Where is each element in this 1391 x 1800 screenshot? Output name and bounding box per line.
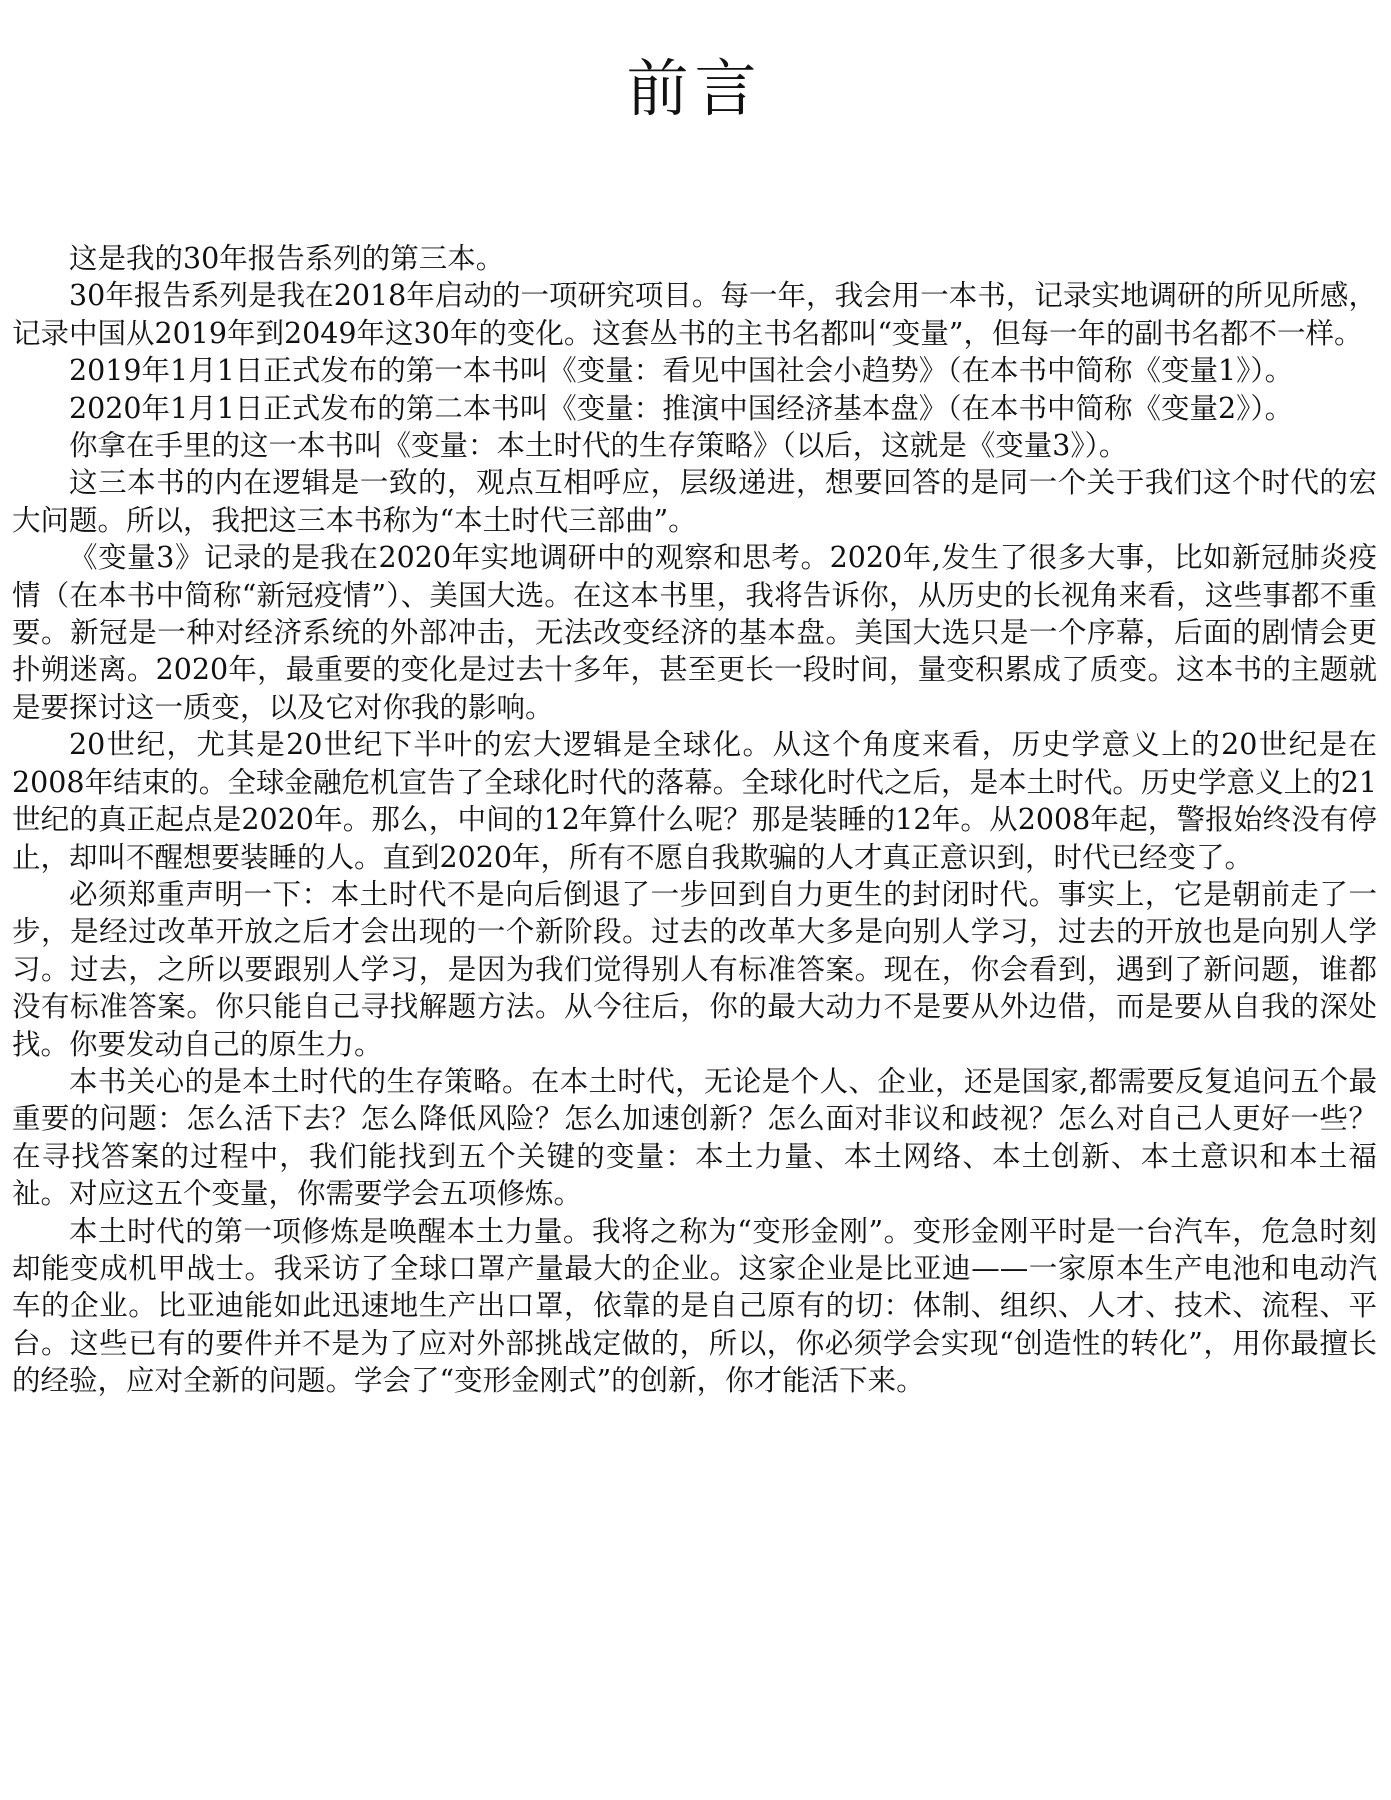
paragraph: 本书关心的是本土时代的生存策略。在本土时代，无论是个人、企业，还是国家,都需要反复追问五个最重要的问题：怎么活下去？怎么降低风险？怎么加速创新？怎么面对非议和歧视？怎么对自己人更好一些？在寻找答案的过程中，我们能找到五个关键的变量：本土力量、本土网络、本土创新、本土意识和本土福祉。对应这五个变量，你需要学会五项修炼。: [12, 1064, 1377, 1211]
paragraph: 这三本书的内在逻辑是一致的，观点互相呼应，层级递进，想要回答的是同一个关于我们这个时代的宏大问题。所以，我把这三本书称为“本土时代三部曲”。: [12, 466, 1377, 537]
paragraph: 30年报告系列是我在2018年启动的一项研究项目。每一年，我会用一本书，记录实地调研的所见所感，记录中国从2019年到2049年这30年的变化。这套丛书的主书名都叫“变量”，但每一年的副书名都不一样。: [12, 279, 1377, 350]
body-text: [12, 240, 1377, 1400]
paragraph: 必须郑重声明一下：本土时代不是向后倒退了一步回到自力更生的封闭时代。事实上，它是朝前走了一步，是经过改革开放之后才会出现的一个新阶段。过去的改革大多是向别人学习，过去的开放也是向别人学习。过去，之所以要跟别人学习，是因为我们觉得别人有标准答案。现在，你会看到，遇到了新问题，谁都没有标准答案。你只能自己寻找解题方法。从今往后，你的最大动力不是要从外边借，而是要从自我的深处找。你要发动自己的原生力。: [12, 877, 1377, 1061]
page-title: 前言: [626, 52, 763, 125]
paragraph: 《变量3》记录的是我在2020年实地调研中的观察和思考。2020年,发生了很多大事，比如新冠肺炎疫情（在本书中简称“新冠疫情”）、美国大选。在这本书里，我将告诉你，从历史的长视角来看，这些事都不重要。新冠是一种对经济系统的外部冲击，无法改变经济的基本盘。美国大选只是一个序幕，后面的剧情会更扑朔迷离。2020年，最重要的变化是过去十多年，甚至更长一段时间，量变积累成了质变。这本书的主题就是要探讨这一质变，以及它对你我的影响。: [12, 541, 1377, 724]
paragraph: 2019年1月1日正式发布的第一本书叫《变量：看见中国社会小趋势》（在本书中简称《变量1》）。: [69, 354, 1294, 388]
paragraph: 2020年1月1日正式发布的第二本书叫《变量：推演中国经济基本盘》（在本书中简称《变量2》）。: [69, 391, 1294, 425]
paragraph: 20世纪，尤其是20世纪下半叶的宏大逻辑是全球化。从这个角度来看，历史学意义上的20世纪是在2008年结束的。全球金融危机宣告了全球化时代的落幕。全球化时代之后，是本土时代。历史学意义上的21世纪的真正起点是2020年。那么，中间的12年算什么呢？那是装睡的12年。从2008年起，警报始终没有停止，却叫不醒想要装睡的人。直到2020年，所有不愿自我欺骗的人才真正意识到，时代已经变了。: [12, 728, 1377, 874]
paragraph: 本土时代的第一项修炼是唤醒本土力量。我将之称为“变形金刚”。变形金刚平时是一台汽车，危急时刻却能变成机甲战士。我采访了全球口罩产量最大的企业。这家企业是比亚迪——一家原本生产电池和电动汽车的企业。比亚迪能如此迅速地生产出口罩，依靠的是自己原有的切：体制、组织、人才、技术、流程、平台。这些已有的要件并不是为了应对外部挑战定做的，所以，你必须学会实现“创造性的转化”，用你最擅长的经验，应对全新的问题。学会了“变形金刚式”的创新，你才能活下来。: [12, 1214, 1377, 1398]
paragraph: 你拿在手里的这一本书叫《变量：本土时代的生存策略》（以后，这就是《变量3》）。: [69, 429, 1128, 463]
paragraph: 这是我的30年报告系列的第三本。: [69, 242, 505, 275]
